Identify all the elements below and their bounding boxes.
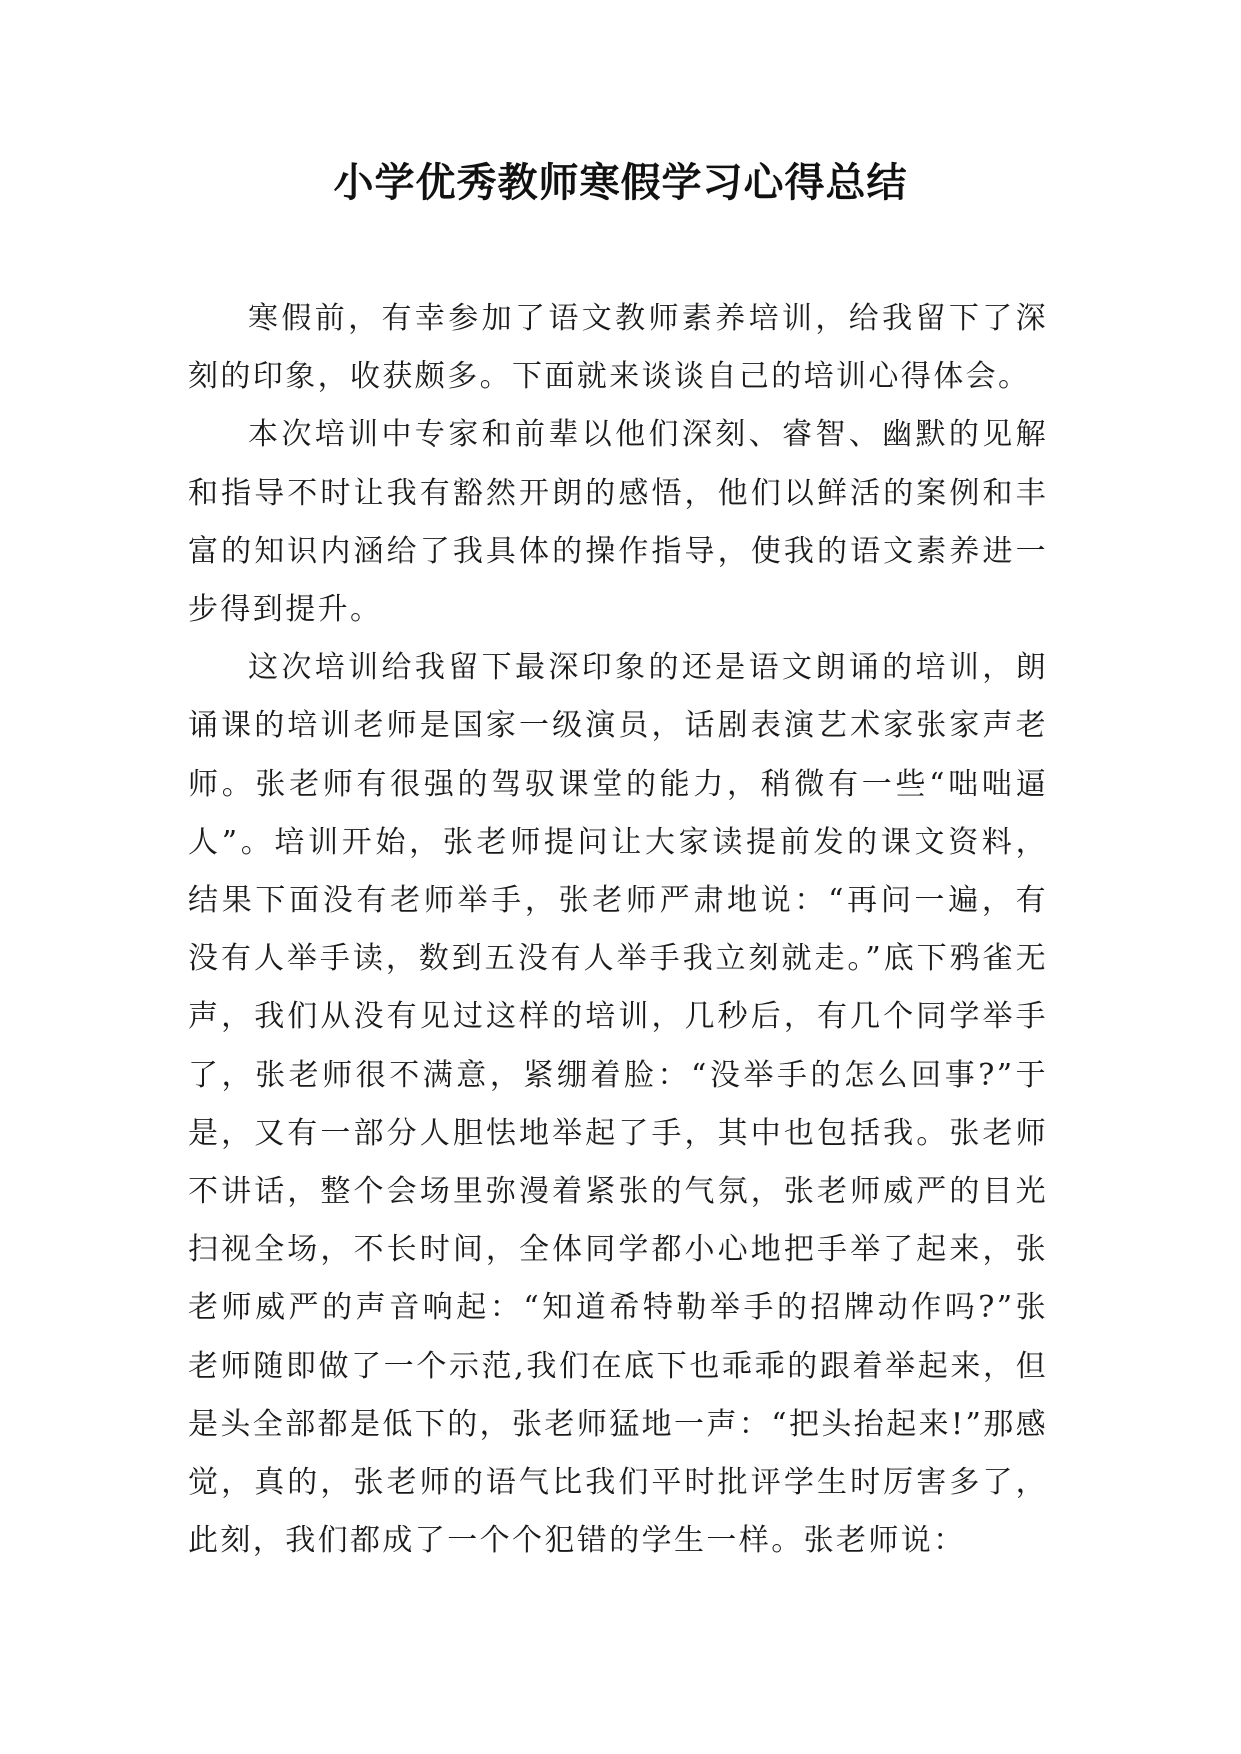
document-title: 小学优秀教师寒假学习心得总结 — [333, 160, 908, 206]
paragraph-3: 这次培训给我留下最深印象的还是语文朗诵的培训，朗诵课的培训老师是国家一级演员，话剧表演艺术家张家声老师。张老师有很强的驾驭课堂的能力，稍微有一些“咄咄逼人”。培训开始，张老师提问让大家读提前发的课文资料，结果下面没有老师举手，张老师严肃地说：“再问一遍，有没有人举手读，数到五没有人举手我立刻就走。”底下鸦雀无声，我们从没有见过这样的培训，几秒后，有几个同学举手了，张老师很不满意，紧绷着脸：“没举手的怎么回事?”于是，又有一部分人胆怯地举起了手，其中也包括我。张老师不讲话，整个会场里弥漫着紧张的气氛，张老师威严的目光扫视全场，不长时间，全体同学都小心地把手举了起来，张老师威严的声音响起：“知道希特勒举手的招牌动作吗?”张老师随即做了一个示范,我们在底下也乖乖的跟着举起来，但是头全部都是低下的，张老师猛地一声：“把头抬起来!”那感觉，真的，张老师的语气比我们平时批评学生时厉害多了，此刻，我们都成了一个个犯错的学生一样。张老师说： — [188, 650, 1048, 1559]
paragraph-2: 本次培训中专家和前辈以他们深刻、睿智、幽默的见解和指导不时让我有豁然开朗的感悟，他们以鲜活的案例和丰富的知识内涵给了我具体的操作指导，使我的语文素养进一步得到提升。 — [188, 417, 1048, 628]
document-body — [188, 290, 1048, 1570]
paragraph-1: 寒假前，有幸参加了语文教师素养培训，给我留下了深刻的印象，收获颇多。下面就来谈谈自己的培训心得体会。 — [188, 301, 1048, 395]
